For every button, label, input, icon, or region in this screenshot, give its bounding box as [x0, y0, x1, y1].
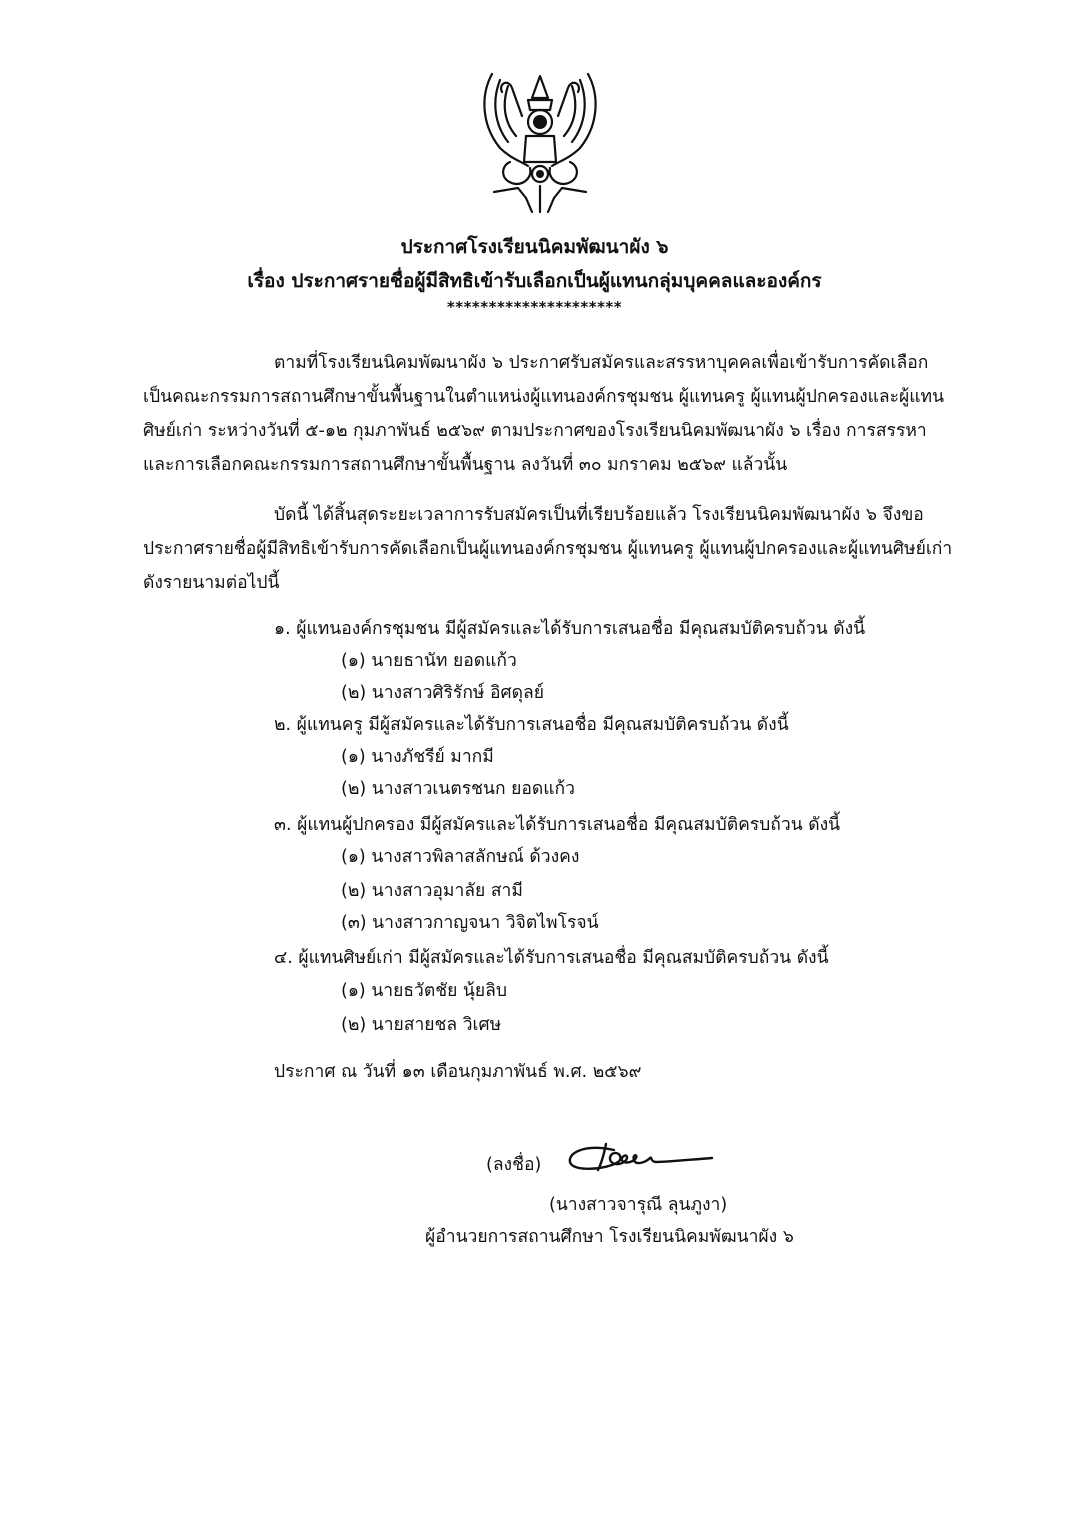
signatory-position: ผู้อำนวยการสถานศึกษา โรงเรียนนิคมพัฒนาผัง ๖ [425, 1227, 794, 1247]
group3-member: (๒) นางสาวอุมาลัย สามี [341, 881, 523, 901]
group3-heading: ๓. ผู้แทนผู้ปกครอง มีผู้สมัครและได้รับการเสนอชื่อ มีคุณสมบัติครบถ้วน ดังนี้ [274, 815, 841, 835]
signature-label: (ลงชื่อ) [486, 1155, 542, 1175]
document-subject: เรื่อง ประกาศรายชื่อผู้มีสิทธิเข้ารับเลือกเป็นผู้แทนกลุ่มบุคคลและองค์กร [247, 270, 822, 292]
paragraph2-line1: บัดนี้ ได้สิ้นสุดระยะเวลาการรับสมัครเป็นที่เรียบร้อยแล้ว โรงเรียนนิคมพัฒนาผัง ๖ จึงขอ [274, 505, 924, 525]
group4-member: (๑) นายธวัตชัย นุ้ยลิบ [341, 981, 507, 1001]
announcement-date: ประกาศ ณ วันที่ ๑๓ เดือนกุมภาพันธ์ พ.ศ. ๒๕๖๙ [274, 1062, 642, 1082]
garuda-emblem-icon [470, 66, 610, 214]
group3-member: (๓) นางสาวกาญจนา วิจิตไพโรจน์ [341, 913, 599, 933]
group1-member: (๑) นายธานัท ยอดแก้ว [341, 651, 517, 671]
signatory-name: (นางสาวจารุณี ลุนภูงา) [549, 1195, 728, 1215]
document-title: ประกาศโรงเรียนนิคมพัฒนาผัง ๖ [400, 236, 669, 258]
group1-heading: ๑. ผู้แทนองค์กรชุมชน มีผู้สมัครและได้รับการเสนอชื่อ มีคุณสมบัติครบถ้วน ดังนี้ [274, 619, 866, 639]
paragraph2-line2: ประกาศรายชื่อผู้มีสิทธิเข้ารับการคัดเลือกเป็นผู้แทนองค์กรชุมชน ผู้แทนครู ผู้แทนผู้ปกครองและผู้แทนศิษย์เก่า [143, 539, 953, 559]
group2-member: (๒) นางสาวเนตรชนก ยอดแก้ว [341, 779, 575, 799]
title-separator: ********************* [446, 298, 623, 316]
handwritten-signature-icon [566, 1140, 716, 1182]
paragraph1-line1: ตามที่โรงเรียนนิคมพัฒนาผัง ๖ ประกาศรับสมัครและสรรหาบุคคลเพื่อเข้ารับการคัดเลือก [274, 353, 929, 373]
paragraph2-line3: ดังรายนามต่อไปนี้ [143, 573, 280, 593]
paragraph1-line2: เป็นคณะกรรมการสถานศึกษาขั้นพื้นฐานในตำแหน่งผู้แทนองค์กรชุมชน ผู้แทนครู ผู้แทนผู้ปกครองและผู้แทน [143, 387, 945, 407]
group3-member: (๑) นางสาวพิลาสลักษณ์ ด้วงคง [341, 847, 580, 867]
group2-member: (๑) นางภัชรีย์ มากมี [341, 747, 494, 767]
group1-member: (๒) นางสาวศิริรักษ์ อิศดุลย์ [341, 683, 544, 703]
group2-heading: ๒. ผู้แทนครู มีผู้สมัครและได้รับการเสนอชื่อ มีคุณสมบัติครบถ้วน ดังนี้ [274, 715, 789, 735]
paragraph1-line3: ศิษย์เก่า ระหว่างวันที่ ๕-๑๒ กุมภาพันธ์ ๒๕๖๙ ตามประกาศของโรงเรียนนิคมพัฒนาผัง ๖ เรื่อง การสรรหา [143, 421, 927, 441]
group4-member: (๒) นายสายชล วิเศษ [341, 1015, 502, 1035]
paragraph1-line4: และการเลือกคณะกรรมการสถานศึกษาขั้นพื้นฐาน ลงวันที่ ๓๐ มกราคม ๒๕๖๙ แล้วนั้น [143, 455, 788, 475]
group4-heading: ๔. ผู้แทนศิษย์เก่า มีผู้สมัครและได้รับการเสนอชื่อ มีคุณสมบัติครบถ้วน ดังนี้ [274, 948, 829, 968]
